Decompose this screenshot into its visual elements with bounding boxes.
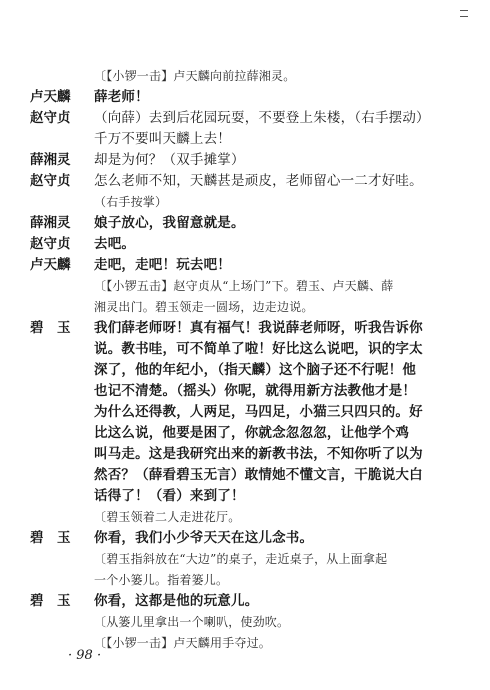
- dialogue-line: 深了，他的年纪小，（指天麟）这个脑子还不行呢！他: [94, 362, 417, 378]
- dialogue-line: 比这么说，他要是困了，你就念忽忽忽，让他学个鸡: [94, 425, 410, 441]
- dialogue-line: 我们薛老师呀！真有福气！我说薛老师呀，听我告诉你: [94, 320, 423, 336]
- speaker-name: 赵守贞: [30, 173, 71, 189]
- dialogue-line: 千万不要叫天麟上去！: [94, 131, 231, 147]
- stage-direction: 一个小篓儿。指着篓儿。: [94, 573, 229, 587]
- stage-direction: 〔从篓儿里拿出一个喇叭，使劲吹。: [94, 615, 290, 629]
- dialogue-line: 怎么老师不知，天麟甚是顽皮，老师留心一二才好哇。: [94, 173, 423, 189]
- page-number: · 98 ·: [68, 648, 102, 663]
- dialogue-line: 去吧。: [94, 236, 136, 252]
- dialogue-line: 走吧，走吧！玩去吧！: [94, 257, 231, 273]
- dialogue-line: （向薛）去到后花园玩耍，不要登上朱楼，（右手摆动）: [94, 110, 430, 126]
- dialogue-line: 然否？（薛看碧玉无言）敢情她不懂文言，干脆说大白: [94, 467, 423, 483]
- stage-direction: 〔碧玉领着二人走进花厅。: [94, 510, 241, 524]
- speaker-name: 卢天麟: [30, 89, 71, 105]
- dialogue-line: 你看，这都是他的玩意儿。: [94, 593, 259, 609]
- corner-mark: [460, 10, 468, 17]
- dialogue-line: 为什么还得教，人两足，马四足，小猫三只四只的。好: [94, 404, 423, 420]
- stage-direction: （右手按掌）: [94, 195, 168, 209]
- stage-direction: 〔【小锣五击】赵守贞从“上场门”下。碧玉、卢天麟、薛: [94, 279, 394, 293]
- dialogue-line: 说。教书哇，可不简单了啦！好比这么说吧，识的字太: [94, 341, 423, 357]
- speaker-name: 赵守贞: [30, 236, 71, 252]
- stage-direction: 〔【小锣一击】卢天麟用手夺过。: [94, 636, 272, 650]
- dialogue-line: 却是为何？（双手摊掌）: [94, 152, 245, 168]
- speaker-name: 薛湘灵: [30, 152, 71, 168]
- speaker-name: 碧 玉: [30, 593, 71, 609]
- dialogue-line: 也记不清楚。（摇头）你呢，就得用新方法教他才是！: [94, 383, 417, 399]
- speaker-name: 碧 玉: [30, 320, 71, 336]
- stage-direction: 〔碧玉指斜放在“大边”的桌子，走近桌子，从上面拿起: [94, 552, 388, 566]
- speaker-name: 碧 玉: [30, 530, 71, 546]
- dialogue-line: 话得了！（看）来到了！: [94, 488, 245, 504]
- dialogue-line: 薛老师！: [94, 89, 149, 105]
- dialogue-line: 叫马走。这是我研究出来的新教书法，不知你听了以为: [94, 446, 423, 462]
- speaker-name: 薛湘灵: [30, 215, 71, 231]
- speaker-name: 卢天麟: [30, 257, 71, 273]
- stage-direction: 湘灵出门。碧玉领走一圆场，边走边说。: [94, 300, 314, 314]
- dialogue-line: 娘子放心，我留意就是。: [94, 215, 245, 231]
- speaker-name: 赵守贞: [30, 110, 71, 126]
- dialogue-line: 你看，我们小少爷天天在这儿念书。: [94, 530, 314, 546]
- stage-direction: 〔【小锣一击】卢天麟向前拉薛湘灵。: [94, 69, 296, 83]
